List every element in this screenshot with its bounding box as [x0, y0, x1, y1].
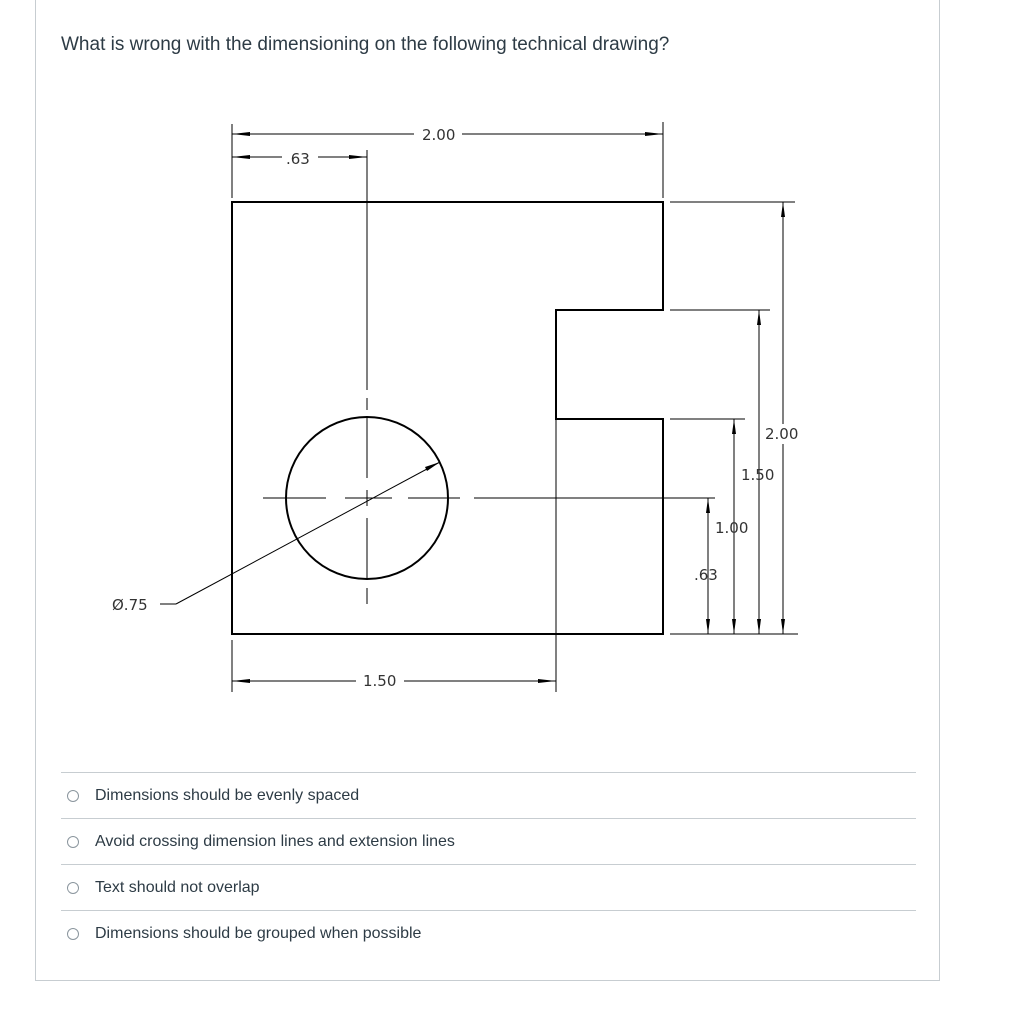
dim-diameter: Ø.75: [112, 596, 148, 614]
dim-right-150: 1.50: [741, 466, 775, 484]
dim-right-063: .63: [694, 566, 718, 584]
radio-button[interactable]: [67, 882, 79, 894]
dim-bottom: 1.50: [363, 672, 397, 690]
answer-option-3[interactable]: [61, 864, 916, 910]
answer-label: Avoid crossing dimension lines and extension lines: [95, 832, 455, 850]
answer-option-1[interactable]: [61, 772, 916, 818]
answer-label: Text should not overlap: [95, 878, 260, 896]
dim-right-100: 1.00: [715, 519, 749, 537]
dim-right-200: 2.00: [765, 425, 799, 443]
answer-option-2[interactable]: [61, 818, 916, 864]
radio-button[interactable]: [67, 836, 79, 848]
question-text: What is wrong with the dimensioning on the following technical drawing?: [61, 34, 670, 55]
answer-list: [61, 772, 916, 956]
dim-top-small: .63: [286, 150, 310, 168]
answer-option-4[interactable]: [61, 910, 916, 956]
dim-top-overall: 2.00: [422, 126, 456, 144]
part-outline: [232, 202, 663, 634]
radio-button[interactable]: [67, 928, 79, 940]
answer-label: Dimensions should be evenly spaced: [95, 786, 360, 804]
answer-label: Dimensions should be grouped when possible: [95, 924, 422, 942]
radio-button[interactable]: [67, 790, 79, 802]
